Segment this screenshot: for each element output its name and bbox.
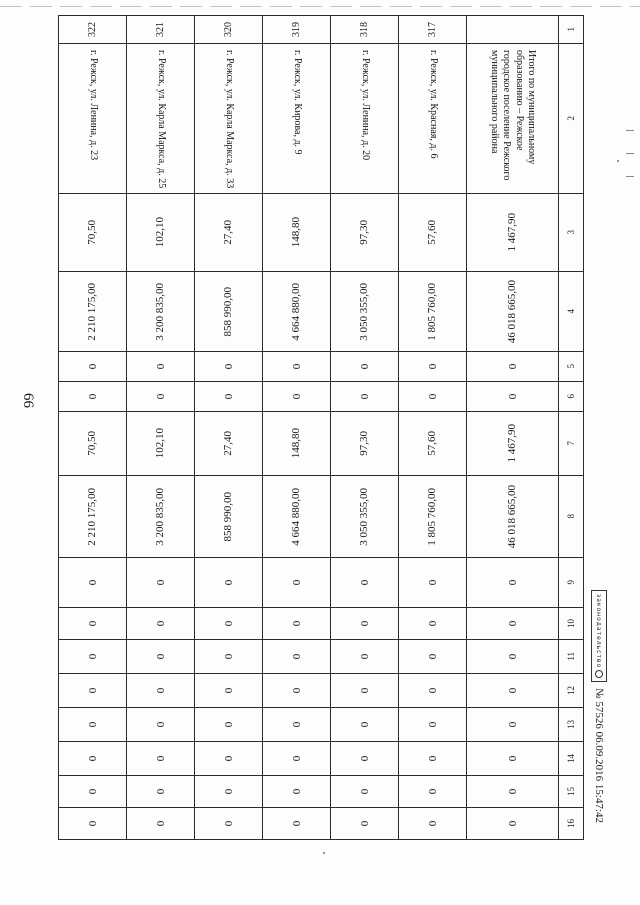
value-cell-c13: 0 — [263, 708, 331, 742]
column-number — [559, 16, 584, 44]
value-cell-c14: 0 — [399, 742, 467, 776]
column-number-text: 12 — [566, 686, 576, 695]
address-cell: г. Режск, ул. Ленина, д. 23 — [59, 44, 127, 194]
value-cell-c15: 0 — [195, 776, 263, 808]
table-row — [59, 16, 127, 840]
column-number — [559, 808, 584, 840]
value-cell-c11: 0 — [127, 640, 195, 674]
value-cell-c8 — [195, 476, 263, 558]
row-number: 319 — [291, 22, 302, 37]
value-cell-c5: 0 — [467, 352, 559, 382]
value-cell-c10: 0 — [331, 608, 399, 640]
column-number — [559, 44, 584, 194]
row-number-cell — [331, 16, 399, 44]
value-cell-c13: 0 — [467, 708, 559, 742]
column-number-text: 5 — [566, 364, 576, 369]
scan-speck — [617, 160, 619, 162]
column-number-text: 10 — [566, 619, 576, 628]
address-cell: г. Режск, ул. Ленина, д. 20 — [331, 44, 399, 194]
value-c3: 1 467,90 — [506, 213, 519, 252]
value-cell-c3 — [263, 194, 331, 272]
address-cell: г. Режск, ул. Красная, д. 6 — [399, 44, 467, 194]
column-number-text: 6 — [566, 394, 576, 399]
value-cell-c13: 0 — [59, 708, 127, 742]
value-c7: 27,40 — [222, 431, 235, 456]
value-c4: 3 200 835,00 — [154, 282, 167, 341]
value-c8: 2 210 175,00 — [86, 487, 99, 546]
column-number — [559, 742, 584, 776]
registration-stamp — [586, 590, 612, 830]
value-cell-c11: 0 — [263, 640, 331, 674]
value-cell-c5: 0 — [127, 352, 195, 382]
value-cell-c10: 0 — [263, 608, 331, 640]
value-cell-c14: 0 — [331, 742, 399, 776]
value-c4: 4 664 880,00 — [290, 282, 303, 341]
value-cell-c5: 0 — [263, 352, 331, 382]
column-number-text: 8 — [566, 514, 576, 519]
value-c7: 1 467,90 — [506, 424, 519, 463]
value-cell-c7 — [263, 412, 331, 476]
value-cell-c13: 0 — [399, 708, 467, 742]
value-cell-c10: 0 — [195, 608, 263, 640]
column-number — [559, 776, 584, 808]
row-number: 318 — [359, 22, 370, 37]
legal-logo — [591, 590, 607, 682]
value-cell-c9: 0 — [195, 558, 263, 608]
value-cell-c3 — [195, 194, 263, 272]
value-cell-c4 — [399, 272, 467, 352]
column-number-text: 14 — [566, 754, 576, 763]
value-cell-c6: 0 — [399, 382, 467, 412]
value-cell-c12: 0 — [127, 674, 195, 708]
value-cell-c7 — [59, 412, 127, 476]
value-cell-c15: 0 — [263, 776, 331, 808]
row-number-cell — [195, 16, 263, 44]
value-c7: 102,10 — [154, 428, 167, 459]
value-c8: 4 664 880,00 — [290, 487, 303, 546]
logo-text: законодательство — [595, 594, 603, 669]
value-cell-c14: 0 — [195, 742, 263, 776]
value-cell-c6: 0 — [331, 382, 399, 412]
value-cell-c4 — [263, 272, 331, 352]
value-cell-c8 — [263, 476, 331, 558]
page-number: 66 — [20, 393, 36, 408]
row-number-cell — [467, 16, 559, 44]
value-cell-c6: 0 — [263, 382, 331, 412]
value-c8: 3 050 355,00 — [358, 487, 371, 546]
value-c4: 858 990,00 — [222, 286, 235, 337]
value-cell-c3 — [467, 194, 559, 272]
row-number-cell — [59, 16, 127, 44]
value-cell-c5: 0 — [331, 352, 399, 382]
column-number-text: 15 — [566, 787, 576, 796]
column-number — [559, 640, 584, 674]
data-table — [58, 15, 584, 840]
value-cell-c7 — [127, 412, 195, 476]
column-number — [559, 558, 584, 608]
table-row — [263, 16, 331, 840]
value-cell-c9: 0 — [399, 558, 467, 608]
column-number — [559, 412, 584, 476]
value-cell-c11: 0 — [331, 640, 399, 674]
value-cell-c14: 0 — [263, 742, 331, 776]
scan-edge-line — [0, 6, 640, 7]
value-c4: 1 805 760,00 — [426, 282, 439, 341]
value-cell-c12: 0 — [467, 674, 559, 708]
value-cell-c4 — [467, 272, 559, 352]
value-c3: 148,80 — [290, 217, 303, 248]
table-row — [195, 16, 263, 840]
value-cell-c5: 0 — [195, 352, 263, 382]
value-cell-c11: 0 — [195, 640, 263, 674]
column-number-row — [559, 16, 584, 840]
value-c8: 1 805 760,00 — [426, 487, 439, 546]
value-cell-c10: 0 — [467, 608, 559, 640]
address-cell: г. Режск, ул. Карла Маркса, д. 25 — [127, 44, 195, 194]
table-row — [399, 16, 467, 840]
value-cell-c12: 0 — [331, 674, 399, 708]
row-number-cell — [127, 16, 195, 44]
value-cell-c16: 0 — [331, 808, 399, 840]
value-cell-c13: 0 — [331, 708, 399, 742]
value-cell-c6: 0 — [467, 382, 559, 412]
table-row — [467, 16, 559, 840]
registration-text: № 57526 06.09.2016 15:47:42 — [593, 688, 605, 823]
value-cell-c16: 0 — [127, 808, 195, 840]
value-cell-c9: 0 — [59, 558, 127, 608]
row-number: 321 — [155, 22, 166, 37]
value-cell-c15: 0 — [467, 776, 559, 808]
value-cell-c13: 0 — [195, 708, 263, 742]
column-number-text: 16 — [566, 819, 576, 828]
value-cell-c14: 0 — [59, 742, 127, 776]
value-cell-c6: 0 — [59, 382, 127, 412]
data-table-wrapper — [58, 15, 584, 829]
column-number-text: 13 — [566, 720, 576, 729]
value-c3: 102,10 — [154, 217, 167, 248]
column-number — [559, 476, 584, 558]
column-number — [559, 608, 584, 640]
value-cell-c10: 0 — [59, 608, 127, 640]
row-number: 320 — [223, 22, 234, 37]
column-number — [559, 194, 584, 272]
value-cell-c12: 0 — [59, 674, 127, 708]
address-cell: г. Режск, ул. Карла Маркса, д. 33 — [195, 44, 263, 194]
value-c3: 27,40 — [222, 220, 235, 245]
value-c3: 57,60 — [426, 220, 439, 245]
value-cell-c3 — [331, 194, 399, 272]
value-cell-c11: 0 — [399, 640, 467, 674]
value-c3: 97,30 — [358, 220, 371, 245]
column-number-text: 9 — [566, 580, 576, 585]
column-number — [559, 272, 584, 352]
address-cell: Итого по муниципальному образованию – Режское городское поселение Режского муниципального района — [467, 44, 559, 194]
logo-mark-icon — [595, 670, 603, 678]
value-cell-c9: 0 — [467, 558, 559, 608]
value-cell-c12: 0 — [263, 674, 331, 708]
value-cell-c7 — [467, 412, 559, 476]
table-row — [127, 16, 195, 840]
value-cell-c4 — [127, 272, 195, 352]
row-number: 317 — [427, 22, 438, 37]
value-c8: 46 018 665,00 — [506, 484, 519, 549]
table-row — [331, 16, 399, 840]
address-cell: г. Режск, ул. Кирова, д. 9 — [263, 44, 331, 194]
row-number-cell — [399, 16, 467, 44]
value-cell-c7 — [399, 412, 467, 476]
value-cell-c8 — [467, 476, 559, 558]
value-cell-c6: 0 — [195, 382, 263, 412]
value-c8: 3 200 835,00 — [154, 487, 167, 546]
value-c4: 2 210 175,00 — [86, 282, 99, 341]
value-cell-c3 — [59, 194, 127, 272]
value-c4: 46 018 665,00 — [506, 279, 519, 344]
value-cell-c15: 0 — [127, 776, 195, 808]
value-c7: 70,50 — [86, 431, 99, 456]
value-cell-c14: 0 — [467, 742, 559, 776]
row-number: 322 — [87, 22, 98, 37]
scan-margin-marks — [626, 130, 636, 199]
value-cell-c12: 0 — [195, 674, 263, 708]
value-cell-c16: 0 — [399, 808, 467, 840]
value-cell-c3 — [399, 194, 467, 272]
value-cell-c16: 0 — [263, 808, 331, 840]
column-number — [559, 674, 584, 708]
value-cell-c12: 0 — [399, 674, 467, 708]
value-cell-c4 — [59, 272, 127, 352]
value-cell-c8 — [59, 476, 127, 558]
value-cell-c13: 0 — [127, 708, 195, 742]
column-number — [559, 382, 584, 412]
value-c4: 3 050 355,00 — [358, 282, 371, 341]
column-number-text: 7 — [566, 441, 576, 446]
column-number-text: 2 — [566, 116, 576, 121]
value-c7: 97,30 — [358, 431, 371, 456]
value-cell-c8 — [399, 476, 467, 558]
value-c7: 57,60 — [426, 431, 439, 456]
column-number-text: 1 — [566, 27, 576, 32]
value-cell-c3 — [127, 194, 195, 272]
value-cell-c9: 0 — [127, 558, 195, 608]
value-c3: 70,50 — [86, 220, 99, 245]
value-cell-c15: 0 — [399, 776, 467, 808]
value-cell-c11: 0 — [59, 640, 127, 674]
value-cell-c10: 0 — [127, 608, 195, 640]
value-cell-c8 — [127, 476, 195, 558]
column-number-text: 4 — [566, 309, 576, 314]
column-number — [559, 352, 584, 382]
value-cell-c8 — [331, 476, 399, 558]
column-number-text: 11 — [566, 652, 576, 661]
value-cell-c4 — [195, 272, 263, 352]
value-cell-c14: 0 — [127, 742, 195, 776]
value-cell-c5: 0 — [399, 352, 467, 382]
row-number-cell — [263, 16, 331, 44]
value-cell-c6: 0 — [127, 382, 195, 412]
value-cell-c7 — [331, 412, 399, 476]
value-cell-c15: 0 — [331, 776, 399, 808]
value-cell-c16: 0 — [467, 808, 559, 840]
value-cell-c15: 0 — [59, 776, 127, 808]
value-cell-c16: 0 — [195, 808, 263, 840]
value-cell-c5: 0 — [59, 352, 127, 382]
value-cell-c9: 0 — [263, 558, 331, 608]
value-cell-c7 — [195, 412, 263, 476]
value-c7: 148,80 — [290, 428, 303, 459]
value-cell-c10: 0 — [399, 608, 467, 640]
value-cell-c16: 0 — [59, 808, 127, 840]
column-number-text: 3 — [566, 230, 576, 235]
value-c8: 858 990,00 — [222, 491, 235, 542]
value-cell-c11: 0 — [467, 640, 559, 674]
value-cell-c4 — [331, 272, 399, 352]
column-number — [559, 708, 584, 742]
value-cell-c9: 0 — [331, 558, 399, 608]
scan-speck — [323, 852, 325, 854]
